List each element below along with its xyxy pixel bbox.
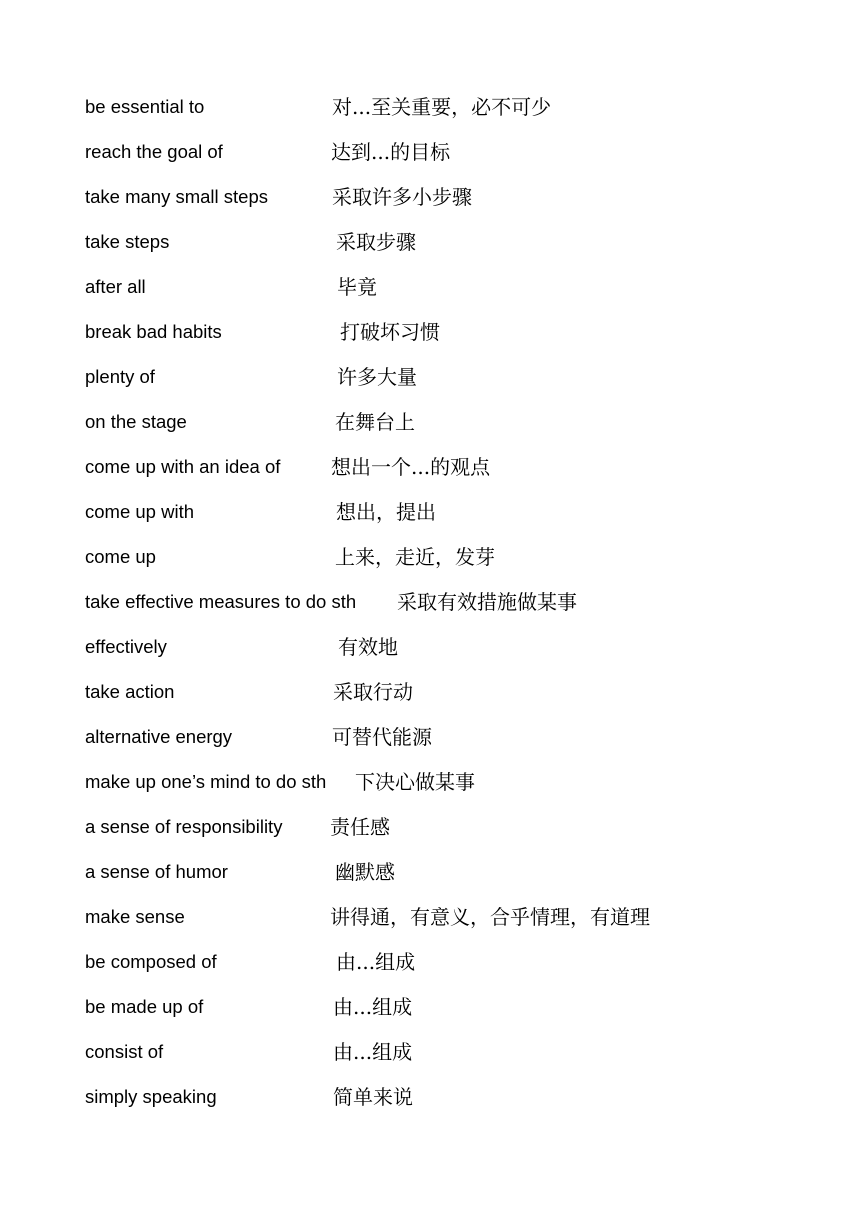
chinese-meaning: 上来，走近，发芽 xyxy=(335,545,495,569)
chinese-meaning: 对...至关重要，必不可少 xyxy=(332,95,552,119)
vocabulary-list xyxy=(85,92,825,1127)
english-phrase: make sense xyxy=(85,906,185,927)
english-phrase: come up with an idea of xyxy=(85,456,281,477)
chinese-meaning: 采取许多小步骤 xyxy=(332,185,472,209)
english-phrase: after all xyxy=(85,276,146,297)
vocab-row xyxy=(85,947,825,992)
chinese-meaning: 由...组成 xyxy=(333,995,413,1019)
english-phrase: break bad habits xyxy=(85,321,222,342)
english-phrase: take many small steps xyxy=(85,186,269,207)
vocab-row xyxy=(85,452,825,497)
chinese-meaning: 想出一个...的观点 xyxy=(331,455,491,479)
vocab-row xyxy=(85,317,825,362)
english-phrase: reach the goal of xyxy=(85,141,223,162)
vocab-row xyxy=(85,227,825,272)
chinese-meaning: 可替代能源 xyxy=(332,725,432,749)
vocab-row xyxy=(85,812,825,857)
vocab-row xyxy=(85,92,825,137)
english-phrase: take steps xyxy=(85,231,170,252)
vocab-row xyxy=(85,857,825,902)
chinese-meaning: 讲得通，有意义，合乎情理，有道理 xyxy=(330,905,650,929)
chinese-meaning: 有效地 xyxy=(338,635,398,659)
english-phrase: a sense of humor xyxy=(85,861,228,882)
vocab-row xyxy=(85,632,825,677)
chinese-meaning: 由...组成 xyxy=(336,950,416,974)
chinese-meaning: 许多大量 xyxy=(337,365,417,389)
chinese-meaning: 由...组成 xyxy=(333,1040,413,1064)
chinese-meaning: 下决心做某事 xyxy=(355,770,475,794)
vocab-row xyxy=(85,272,825,317)
english-phrase: come up with xyxy=(85,501,194,522)
vocab-row xyxy=(85,902,825,947)
english-phrase: be made up of xyxy=(85,996,204,1017)
vocab-row xyxy=(85,497,825,542)
english-phrase: take effective measures to do sth xyxy=(85,591,357,612)
chinese-meaning: 毕竟 xyxy=(337,275,377,299)
vocab-row xyxy=(85,542,825,587)
english-phrase: alternative energy xyxy=(85,726,233,747)
english-phrase: a sense of responsibility xyxy=(85,816,283,837)
english-phrase: effectively xyxy=(85,636,167,657)
english-phrase: plenty of xyxy=(85,366,155,387)
vocab-row xyxy=(85,1037,825,1082)
chinese-meaning: 想出，提出 xyxy=(336,500,436,524)
english-phrase: be essential to xyxy=(85,96,205,117)
vocab-row xyxy=(85,1082,825,1127)
english-phrase: take action xyxy=(85,681,175,702)
english-phrase: on the stage xyxy=(85,411,187,432)
english-phrase: be composed of xyxy=(85,951,217,972)
chinese-meaning: 简单来说 xyxy=(333,1085,413,1109)
english-phrase: make up one’s mind to do sth xyxy=(85,771,327,792)
chinese-meaning: 采取有效措施做某事 xyxy=(397,590,577,614)
chinese-meaning: 采取步骤 xyxy=(336,230,416,254)
english-phrase: come up xyxy=(85,546,156,567)
vocab-row xyxy=(85,722,825,767)
vocab-row xyxy=(85,182,825,227)
chinese-meaning: 采取行动 xyxy=(333,680,413,704)
chinese-meaning: 在舞台上 xyxy=(335,410,415,434)
chinese-meaning: 打破坏习惯 xyxy=(340,320,440,344)
vocab-row xyxy=(85,992,825,1037)
english-phrase: consist of xyxy=(85,1041,164,1062)
chinese-meaning: 责任感 xyxy=(330,815,390,839)
vocab-row xyxy=(85,587,825,632)
vocab-row xyxy=(85,767,825,812)
chinese-meaning: 达到...的目标 xyxy=(331,140,451,164)
vocab-row xyxy=(85,407,825,452)
vocab-row xyxy=(85,137,825,182)
english-phrase: simply speaking xyxy=(85,1086,217,1107)
vocab-row xyxy=(85,677,825,722)
chinese-meaning: 幽默感 xyxy=(335,860,395,884)
vocab-row xyxy=(85,362,825,407)
